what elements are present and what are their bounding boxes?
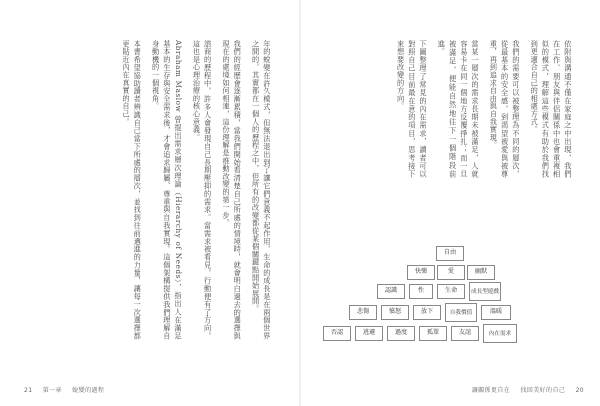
diagram-box: 過度	[387, 326, 415, 341]
left-page	[0, 0, 299, 406]
right-paragraph: 當某一層次的需求長期未被滿足，人就容易卡在同一個地方反覆掙扎；而一旦被滿足，便能自然地往下一個階段前進。	[437, 40, 481, 178]
left-paragraph: 諮商的歷程中，許多人會發現自己長期壓抑的需求。當需求被看見，行動便有了方向，這也是心理治療的核心意義。	[192, 40, 213, 340]
diagram-box: 幽默	[467, 265, 495, 280]
right-page-body-text	[311, 40, 581, 178]
diagram-box: 逃避	[355, 326, 383, 341]
right-paragraph: 下圖整理了常見的內在需求，讀者可以對照自己目前最在意的項目，思考接下來想要改變的方向。	[396, 40, 429, 178]
diagram-box: 憤怒	[381, 305, 409, 320]
left-paragraph: Abraham Maslow 曾提出需求層次理論（Hierarchy of Needs），指出人在滿足基本的生存與安全需求後，才會追求歸屬、尊重與自我實現。這個架構提供我們理解自身動機的一個視角。	[151, 40, 184, 340]
right-paragraph: 依附與溝通不僅在家庭之中出現，我們在工作、朋友與伴侶關係中也會重複相似的模式，理解這些模式有助於我們找到更適合自己的相處方式。	[530, 40, 573, 178]
right-page-footer	[464, 385, 584, 394]
diagram-box: 自我價值	[445, 303, 477, 322]
page-number: 21	[24, 387, 33, 394]
left-paragraph: 我們的經歷會逐漸累積，當我們開始看清楚自己所處的情境時，就會明白過去的選擇與現在的處境如何相連，這份理解是推動改變的第一步。	[222, 40, 243, 340]
diagram-box: 快樂	[407, 265, 435, 280]
diagram-box: 孤單	[419, 326, 447, 341]
diagram-box: 溫暖	[481, 305, 511, 320]
diagram-box: 成長型遊戲	[469, 282, 501, 301]
left-page-body-text	[20, 40, 280, 340]
left-page-footer	[24, 385, 112, 394]
chapter-title: 蛻變的過程	[72, 387, 105, 394]
diagram-box: 內在需求	[483, 324, 517, 343]
diagram-box: 愛	[437, 265, 465, 280]
needs-pyramid-diagram	[319, 246, 581, 346]
right-paragraph: 我們的需要可以被整理為不同的層次，從最基本的安全感，到渴望被愛與被尊重，再到追求自由與自我實現。	[489, 40, 521, 178]
right-page	[301, 0, 600, 406]
diagram-box-apex: 自由	[436, 246, 464, 261]
diagram-box: 否認	[323, 326, 351, 341]
diagram-box: 生命	[437, 284, 465, 299]
diagram-box: 放下	[413, 305, 441, 320]
page-number: 20	[575, 387, 584, 394]
left-paragraph: 年的蛻變在許久模式，但無法退出到了讓它們意義不起作用，生命的成長是在兩個世界之間的，其實都在一個人的歷程之中，但所有的改變都從某個關鍵點開始展開。	[251, 40, 272, 340]
diagram-box: 認識	[377, 284, 405, 299]
book-title: 讓關係更自在	[471, 387, 511, 394]
diagram-box: 友誼	[451, 326, 479, 341]
left-paragraph: 本書希望協助讀者辨識自己當下所處的層次，並找到往前邁進的力量，讓每一次選擇都更貼近內在真實的自己。	[122, 40, 143, 340]
diagram-box: 悲傷	[349, 305, 377, 320]
section-title: 找回美好的自己	[520, 387, 566, 394]
diagram-box: 性	[409, 284, 433, 299]
chapter-number: 第一章	[42, 387, 62, 394]
